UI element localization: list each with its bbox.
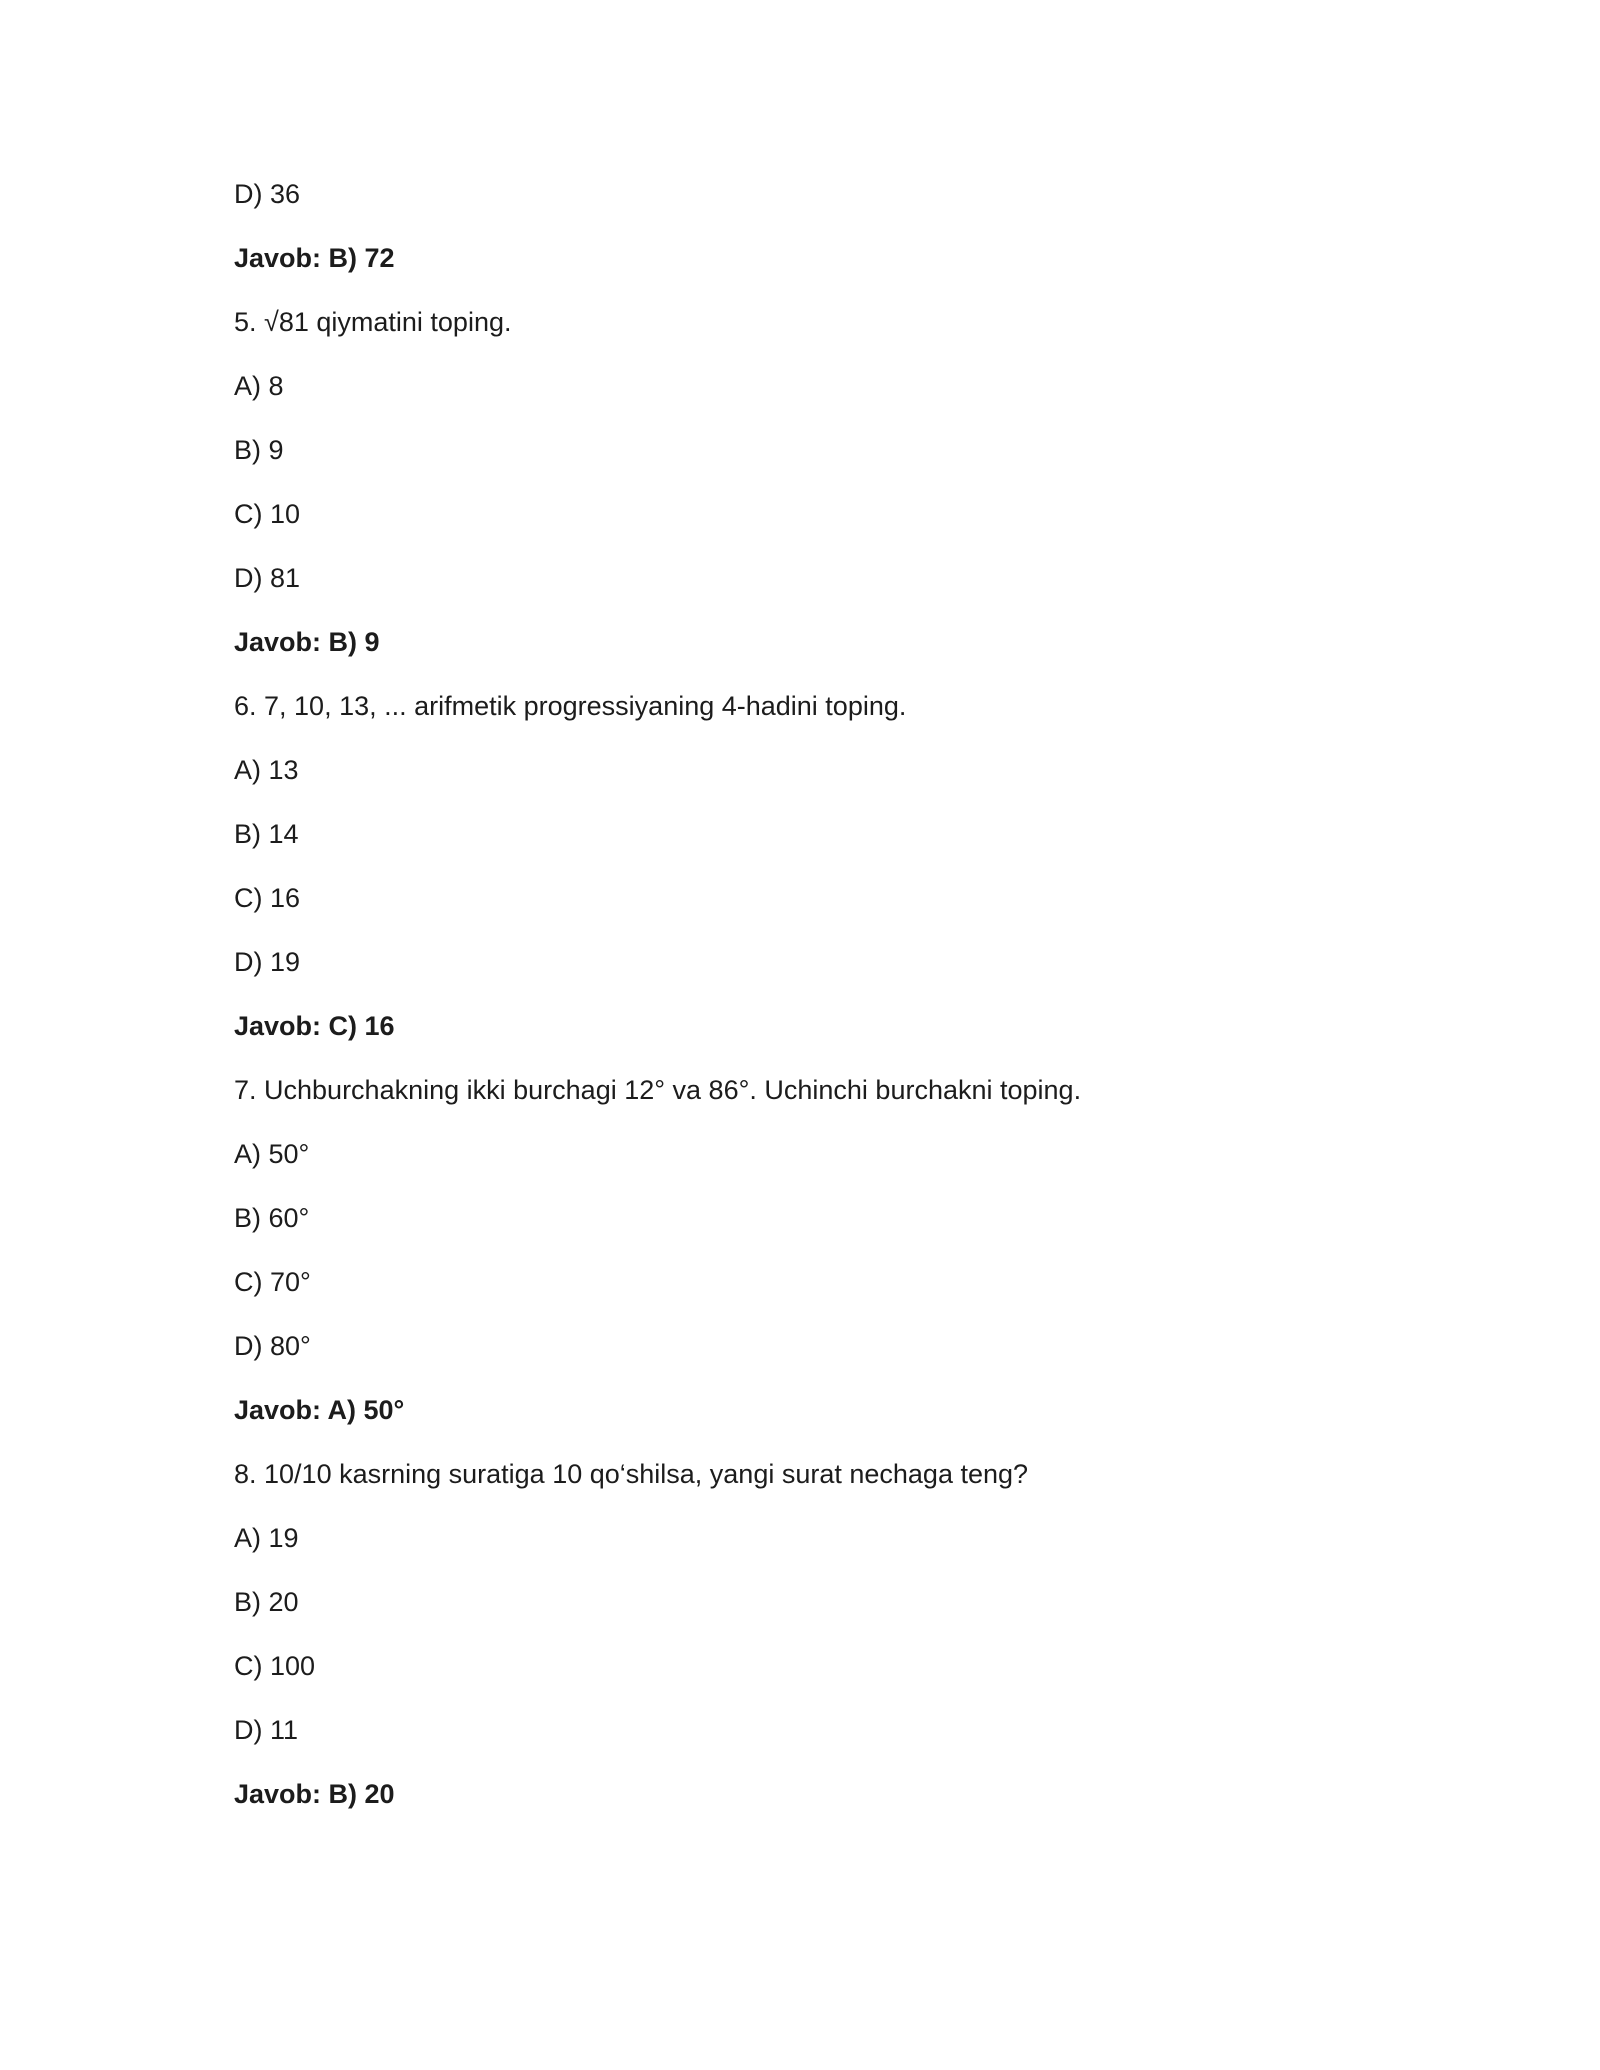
option-line: D) 19 xyxy=(234,947,301,977)
question-line: 8. 10/10 kasrning suratiga 10 qo‘shilsa, yangi surat nechaga teng? xyxy=(234,1459,1029,1489)
option-line: A) 8 xyxy=(234,371,284,401)
option-line: C) 16 xyxy=(234,883,301,913)
question-line: 7. Uchburchakning ikki burchagi 12° va 86°. Uchinchi burchakni toping. xyxy=(234,1075,1082,1105)
option-line: D) 11 xyxy=(234,1715,299,1745)
answer-line: Javob: A) 50° xyxy=(234,1395,405,1425)
option-line: B) 60° xyxy=(234,1203,310,1233)
answer-line: Javob: B) 9 xyxy=(234,627,380,657)
option-line: C) 100 xyxy=(234,1651,316,1681)
question-line: 6. 7, 10, 13, ... arifmetik progressiyaning 4-hadini toping. xyxy=(234,691,907,721)
option-line: D) 81 xyxy=(234,563,301,593)
answer-line: Javob: B) 72 xyxy=(234,243,395,273)
option-line: B) 14 xyxy=(234,819,299,849)
option-line: D) 36 xyxy=(234,179,301,209)
answer-line: Javob: B) 20 xyxy=(234,1779,395,1809)
option-line: B) 20 xyxy=(234,1587,299,1617)
option-line: B) 9 xyxy=(234,435,284,465)
answer-line: Javob: C) 16 xyxy=(234,1011,395,1041)
option-line: A) 13 xyxy=(234,755,299,785)
question-line: 5. √81 qiymatini toping. xyxy=(234,307,512,337)
document-page xyxy=(234,176,1434,1840)
option-line: C) 10 xyxy=(234,499,301,529)
option-line: D) 80° xyxy=(234,1331,311,1361)
option-line: C) 70° xyxy=(234,1267,311,1297)
option-line: A) 19 xyxy=(234,1523,299,1553)
option-line: A) 50° xyxy=(234,1139,310,1169)
